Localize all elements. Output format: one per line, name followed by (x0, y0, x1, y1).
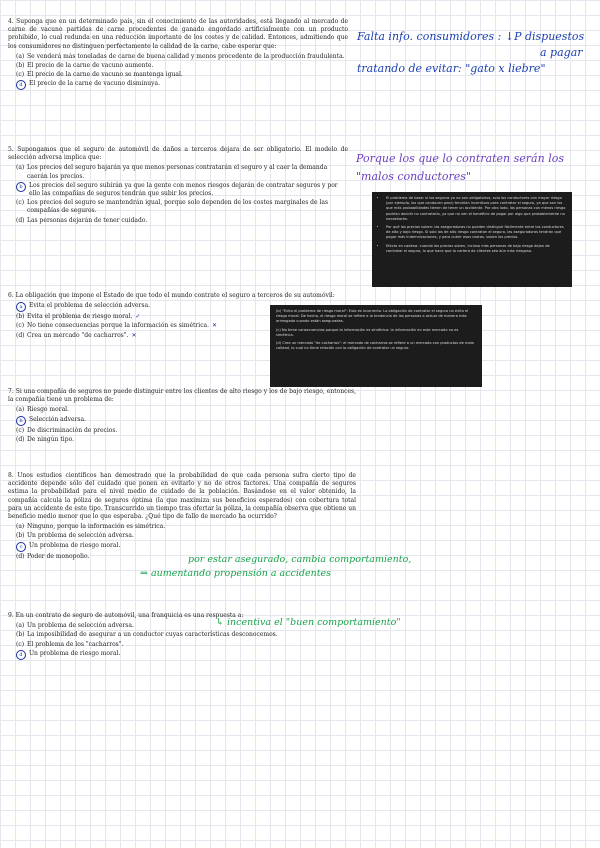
question-5 (8, 146, 348, 226)
option-b-selected[interactable] (16, 182, 348, 198)
explanation-item: (d) Crea un mercado "de cacharros": el mercado de cacharros se refiere a un mercado con productos de mala calidad, lo cual no tiene relación con la obligación de contratar un seguro. (276, 341, 474, 351)
option-text: El problema de los "cacharros". (27, 640, 124, 648)
option-label: (d) (16, 435, 25, 443)
handwritten-note-4: por estar asegurado, cambia comportamiento, (188, 554, 412, 565)
handwritten-note-3b: "malos conductores" (356, 170, 472, 183)
option-text: El precio de la carne de vacuno disminuya. (29, 80, 161, 88)
option-text: De discriminación de precios. (27, 426, 118, 434)
explanation-item: • Efecto en cadena: cuando los precios suben, incluso más personas de bajo riesgo dejan de contratar el seguro, lo que hace que la cartera de clientes sea aún más riesgosa. (386, 244, 566, 254)
handwritten-note-1b: a pagar (540, 46, 583, 59)
explanation-item: • Por qué los precios suben: las aseguradoras no pueden distinguir fácilmente entre los conductores de alto y bajo riesgo. Si solo los de alto riesgo contratan el seguro, las aseguradoras tendrán que pagar más indemnizaciones, y para cubrir esos costos, suben los precios. (386, 225, 566, 241)
option-label: (d) (16, 331, 25, 339)
option-text: Los precios del seguro bajarán ya que menos personas contratarán el seguro y al caer la demanda caerán los precios. (27, 164, 328, 180)
question-4 (8, 18, 348, 91)
option-label: (a) (16, 52, 25, 60)
option-text: De ningún tipo. (27, 435, 74, 443)
option-a[interactable] (16, 164, 348, 180)
option-c[interactable] (16, 427, 356, 435)
handwritten-note-3: Porque los que lo contraten serán los (356, 152, 564, 165)
option-text: Riesgo moral. (27, 406, 69, 414)
selected-answer-circle: b (16, 416, 26, 426)
handwritten-note-5: ↳ incentiva el "buen comportamiento" (216, 617, 401, 628)
question-text: 8. Unos estudios científicos han demostrado que la probabilidad de que cada persona sufra cierto tipo de accidente depende sólo del cuidado que ponen en evitarlo y no de otros factores. Una compañía de seguros estima la probabilidad para el nivel medio de cuidado de la población. Basándose en el valor obtenido, la compañía calcula la póliza de seguros óptima (la que maximiza sus beneficios esperados) con cobertura total para un accidente de este tipo. Transcurrido un tiempo tras ofertar la póliza, la compañía observa que obtiene un beneficio medio menor que lo que esperaba. ¿Qué tipo de fallo de mercado ha ocurrido? (8, 472, 356, 521)
pasted-explanation-box-1 (372, 192, 572, 287)
option-c[interactable] (16, 71, 348, 79)
option-label: (b) (16, 532, 25, 540)
question-text: 7. Si una compañía de seguros no puede distinguir entre los clientes de alto riesgo y los de bajo riesgo, entonces, la compañía tiene un problema de: (8, 388, 356, 404)
option-label: (d) (16, 216, 25, 224)
option-label: (c) (16, 322, 25, 330)
question-text: 6. La obligación que impone el Estado de que todo el mundo contrate el seguro a terceros de su automóvil: (8, 292, 335, 299)
option-text: Evita el problema de selección adversa. (29, 302, 150, 310)
option-a[interactable] (16, 406, 356, 414)
question-7 (8, 388, 356, 445)
question-text: 5. Supongamos que el seguro de automóvil de daños a terceros dejara de ser obligatorio. El modelo de selección adversa implica que: (8, 146, 348, 162)
question-8 (8, 472, 356, 562)
option-d-selected[interactable] (16, 650, 356, 660)
option-text: Crea un mercado "de cacharros". (27, 331, 129, 339)
option-label: (c) (16, 426, 25, 434)
handwritten-note-4b: ⇒ aumentando propensión a accidentes (140, 568, 332, 579)
option-label: (c) (16, 199, 25, 207)
option-label: (a) (16, 523, 25, 531)
option-text: Un problema de riesgo moral. (29, 541, 121, 549)
option-label: (b) (16, 631, 25, 639)
option-label: (a) (16, 164, 25, 172)
option-label: (a) (16, 406, 25, 414)
option-b[interactable] (16, 532, 356, 540)
option-d-selected[interactable] (16, 80, 348, 90)
handwritten-note-2: tratando de evitar: "gato x liebre" (357, 62, 546, 75)
pasted-explanation-box-2 (270, 305, 482, 387)
selected-answer-circle: d (16, 650, 26, 660)
option-text: Las personas dejarán de tener cuidado. (27, 216, 148, 224)
option-text: Evita el problema de riesgo moral. (27, 313, 133, 321)
question-text: 4. Suponga que en un determinado país, sin el conocimiento de las autoridades, está llegando al mercado de carne de vacuno partidas de carne procedentes de ganado engordado artificialmente con un producto prohibido, lo cual redunda en una reducción importante de los costes y de calidad. Entonces, admitiendo que los consumidores no distinguen perfectamente la calidad de la carne, cabe esperar que: (8, 18, 348, 50)
option-text: El precio de la carne de vacuno se mantenga igual. (27, 71, 183, 79)
option-text: Un problema de selección adversa. (27, 622, 134, 630)
option-c[interactable] (16, 199, 348, 215)
option-text: Los precios del seguro se mantendrán igual, porque solo dependen de los costes marginales de las compañías de seguros. (27, 199, 329, 215)
option-d[interactable] (16, 436, 356, 444)
option-text: Un problema de riesgo moral. (29, 649, 121, 657)
option-text: La imposibilidad de asegurar a un conductor cuyas características desconocemos. (27, 631, 278, 639)
selected-answer-circle: a (16, 302, 26, 312)
question-text: 9. En un contrato de seguro de automóvil, una franquicia es una respuesta a: (8, 612, 244, 619)
selected-answer-circle: c (16, 542, 26, 552)
option-c[interactable] (16, 641, 356, 649)
selected-answer-circle: d (16, 80, 26, 90)
option-text: Selección adversa. (29, 415, 86, 423)
option-label: (b) (16, 313, 25, 321)
option-text: Poder de monopolio. (27, 552, 90, 560)
option-label: (c) (16, 71, 25, 79)
option-a[interactable] (16, 523, 356, 531)
explanation-item: • El problema de base: si los seguros ya no son obligatorios, solo los conductores con mayor riesgo (por ejemplo, los que conducen peor) tendrían incentivos para contratar el seguro, ya que son los que más probabilidades tienen de tener un accidente. Por otro lado, las personas con menos riesgo podrían decidir no contratarlo, ya que no ven el beneficio de pagar por algo que probablemente no necesitarán. (386, 196, 566, 222)
explanation-item: (c) No tiene consecuencias porque la información es simétrica: la información en este mercado no es simétrica. (276, 327, 459, 337)
option-b[interactable] (16, 62, 348, 70)
cross-mark-icon: ✕ (131, 331, 137, 339)
selected-answer-circle: b (16, 182, 26, 192)
option-label: (a) (16, 622, 25, 630)
option-text: Un problema de selección adversa. (27, 532, 134, 540)
option-text: El precio de la carne de vacuno aumente. (27, 62, 154, 70)
option-a[interactable] (16, 53, 348, 61)
cross-mark-icon: ✕ (212, 322, 218, 330)
handwritten-note-1: Falta info. consumidores : ↓P dispuestos (357, 30, 585, 43)
option-c-selected[interactable] (16, 542, 356, 552)
explanation-item: (b) "Evita el problema de riesgo moral": Esto es incorrecto. La obligación de contratar el seguro no evita el riesgo moral. De hecho, el riesgo moral se refiere a la tendencia de las personas a actuar de manera más arriesgada cuando están aseguradas. (276, 309, 469, 324)
option-b[interactable] (16, 631, 356, 639)
option-b-selected[interactable] (16, 416, 356, 426)
option-label: (d) (16, 552, 25, 560)
option-text: Se venderá más toneladas de carne de buena calidad y menos procedente de la producción fraudulenta. (27, 52, 345, 60)
option-text: No tiene consecuencias porque la información es simétrica. (27, 322, 210, 330)
option-label: (b) (16, 62, 25, 70)
option-text: Los precios del seguro subirán ya que la gente con menos riesgos dejarán de contratar seguros y por ello las compañías de seguros tendrán que subir los precios. (29, 181, 338, 198)
check-mark-icon: ✓ (135, 313, 141, 321)
option-d[interactable] (16, 217, 348, 225)
option-label: (c) (16, 640, 25, 648)
option-text: Ninguno, porque la información es simétrica. (27, 523, 166, 531)
